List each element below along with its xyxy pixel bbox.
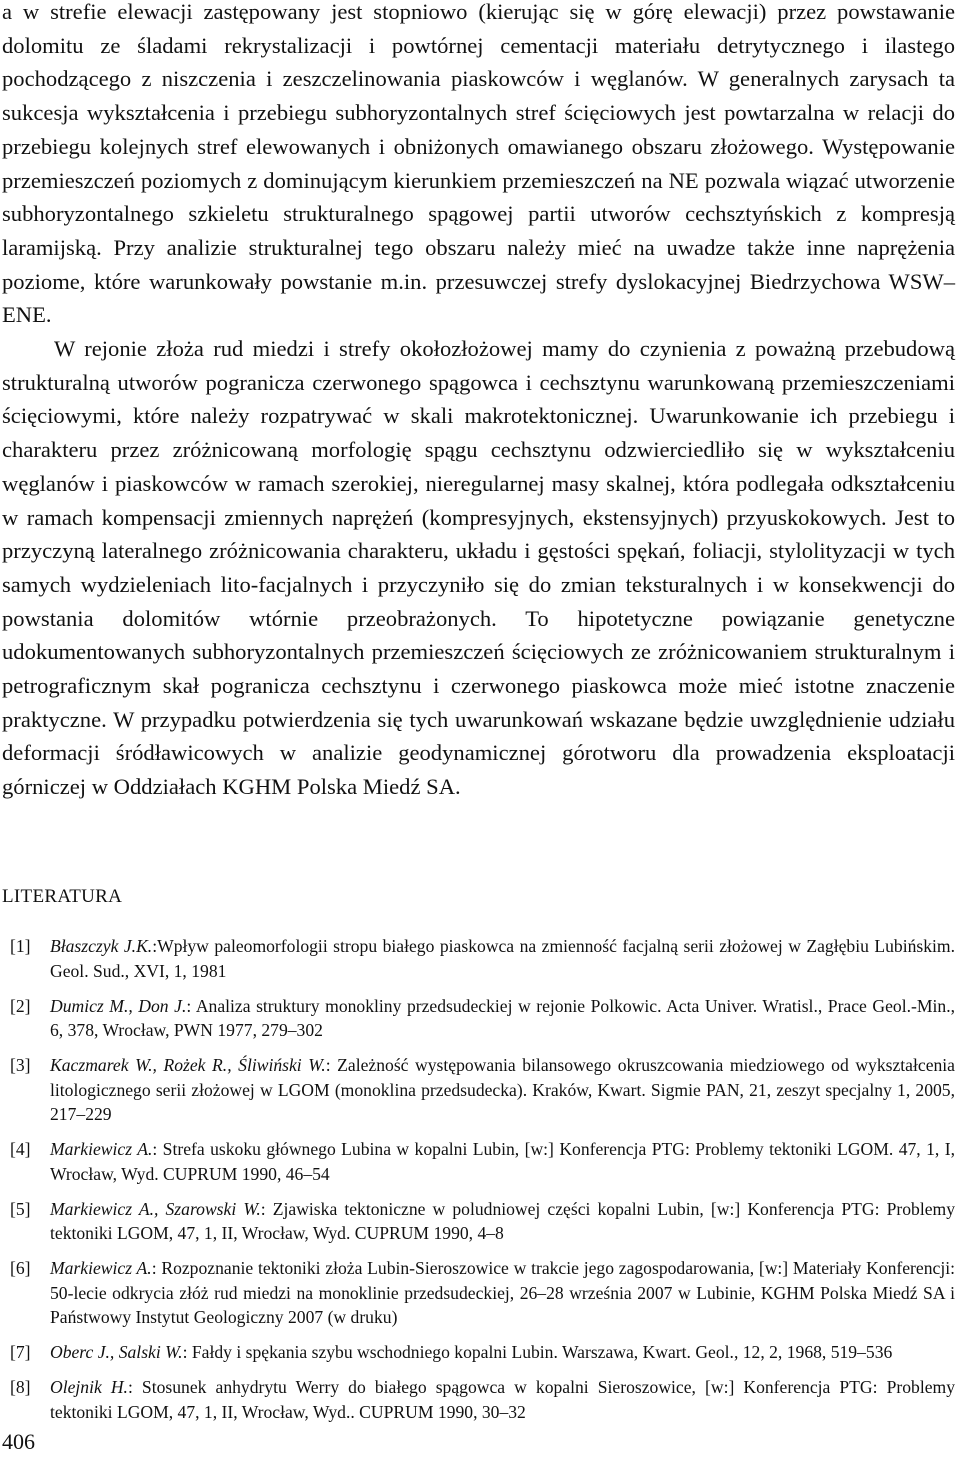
reference-text: : Zjawiska tektoniczne w poludniowej części kopalni Lubin, [w:] Konferencja PTG: Problemy tektoniki LGOM, 47, 1, II, Wrocław, Wyd. CUPRUM 1990, 4–8 — [50, 1198, 956, 1243]
reference-item — [0, 994, 955, 1043]
reference-item — [0, 1256, 955, 1330]
page-number: 406 — [2, 1429, 35, 1454]
reference-authors: Olejnik H. — [50, 1377, 128, 1397]
reference-number: [5] — [10, 1198, 31, 1219]
reference-number: [2] — [10, 995, 31, 1016]
reference-item — [0, 1053, 955, 1127]
body-text — [2, 0, 955, 804]
reference-item — [0, 934, 955, 983]
paragraph-2: W rejonie złoża rud miedzi i strefy okołozłożowej mamy do czynienia z poważną przebudową strukturalną utworów pogranicza czerwonego spągowca i cechsztynu warunkowaną przemieszczeniami ścięciowymi, które należy rozpatrywać w skali makrotektonicznej. Uwarunkowanie ich przebiegu i charakteru przez zróżnicowaną morfologię spągu cechsztynu odzwierciedliło się w wykształceniu węglanów i piaskowców w ramach szerokiej, nieregularnej masy skalnej, która podlegała odkształceniu w ramach kompensacji zmiennych naprężeń (kompresyjnych, ekstensyjnych) przyuskokowych. Jest to przyczyną lateralnego zróżnicowania charakteru, układu i gęstości spękań, foliacji, stylolityzacji w tych samych wydzieleniach lito-facjalnych i przyczyniło się do zmian teksturalnych i w konsekwencji do powstania dolomitów wtórnie przeobrażonych. To hipotetyczne powiązanie genetyczne udokumentowanych subhoryzontalnych przemieszczeń ścięciowych ze zróżnicowaniem strukturalnym i petrograficznym skał pogranicza cechsztynu i czerwonego piaskowca może mieć istotne znaczenie praktyczne. W przypadku potwierdzenia się tych uwarunkowań wskazane będzie uwzględnienie udziału deformacji śródławicowych w analizie geodynamicznej górotworu dla prowadzenia eksploatacji górniczej w Oddziałach KGHM Polska Miedź SA. — [2, 336, 955, 800]
reference-text: : Rozpoznanie tektoniki złoża Lubin-Sieroszowice w trakcie jego zagospodarowania, [w:] Materiały Konferencji: 50-lecie odkrycia złóż rud miedzi na monoklinie przedsudeckiej, 26–28 września 2007 w Lubinie, KGHM Polska Miedź SA i Państwowy Instytut Geologiczny 2007 (w druku) — [50, 1258, 955, 1327]
reference-number: [8] — [10, 1377, 31, 1397]
reference-authors: Błaszczyk J.K. — [50, 936, 153, 956]
reference-authors: Dumicz M., Don J. — [50, 995, 187, 1016]
reference-list — [0, 934, 955, 1435]
reference-text: : Fałdy i spękania szybu wschodniego kopalni Lubin. Warszawa, Kwart. Geol., 12, 2, 1968, 519–536 — [182, 1342, 893, 1362]
reference-authors: Markiewicz A. — [50, 1139, 153, 1159]
reference-authors: Oberc J., Salski W. — [50, 1342, 183, 1362]
reference-item — [0, 1375, 955, 1424]
reference-text: : Analiza struktury monokliny przedsudeckiej w rejonie Polkowic. Acta Univer. Wratisl., Prace Geol.-Min., 6, 378, Wrocław, PWN 1977, 279–302 — [50, 995, 955, 1040]
reference-number: [1] — [10, 936, 31, 956]
reference-number: [7] — [10, 1342, 31, 1362]
reference-number: [3] — [10, 1055, 31, 1075]
reference-item — [0, 1340, 955, 1365]
paragraph-1: a w strefie elewacji zastępowany jest stopniowo (kierując się w górę elewacji) przez powstawanie dolomitu ze śladami rekrystalizacji i powtórnej cementacji materiału detrytycznego i ilastego pochodzącego z niszczenia i zeszczelinowania piaskowców i węglanów. W generalnych zarysach ta sukcesja wykształcenia i przebiegu subhoryzontalnych stref ścięciowych jest powtarzalna w relacji do przebiegu kolejnych stref elewowanych i obniżonych omawianego obszaru złożowego. Występowanie przemieszczeń poziomych z dominującym kierunkiem przemieszczeń na NE pozwala wiązać utworzenie subhoryzontalnego szkieletu strukturalnego spągowej partii utworów cechsztyńskich z kompresją laramijską. Przy analizie strukturalnej tego obszaru należy mieć na uwadze także inne naprężenia poziome, które warunkowały powstanie m.in. przesuwczej strefy dyslokacyjnej Biedrzychowa WSW–ENE. — [2, 0, 955, 328]
references-heading: LITERATURA — [2, 886, 123, 907]
reference-number: [6] — [10, 1258, 31, 1278]
reference-number: [4] — [10, 1139, 31, 1159]
reference-text: :Wpływ paleomorfologii stropu białego piaskowca na zmienność facjalną serii złożowej w Zagłębiu Lubińskim. Geol. Sud., XVI, 1, 1981 — [50, 936, 955, 981]
reference-item — [0, 1137, 955, 1186]
reference-text: : Stosunek anhydrytu Werry do białego spągowca w kopalni Sieroszowice, [w:] Konferencja PTG: Problemy tektoniki LGOM, 47, 1, II, Wrocław, Wyd.. CUPRUM 1990, 30–32 — [50, 1377, 956, 1422]
reference-item — [0, 1197, 955, 1246]
reference-authors: Kaczmarek W., Rożek R., Śliwiński W. — [50, 1055, 326, 1075]
reference-text: : Strefa uskoku głównego Lubina w kopalni Lubin, [w:] Konferencja PTG: Problemy tektoniki LGOM. 47, 1, I, Wrocław, Wyd. CUPRUM 1990, 46–54 — [50, 1139, 955, 1184]
reference-text: : Zależność występowania bilansowego okruszcowania miedziowego od wykształcenia litologicznego serii złożowej w LGOM (monoklina przedsudecka). Kraków, Kwart. Sigmie PAN, 21, zeszyt specjalny 1, 2005, 217–229 — [50, 1055, 955, 1124]
reference-authors: Markiewicz A., Szarowski W. — [50, 1198, 261, 1219]
reference-authors: Markiewicz A. — [50, 1258, 152, 1278]
